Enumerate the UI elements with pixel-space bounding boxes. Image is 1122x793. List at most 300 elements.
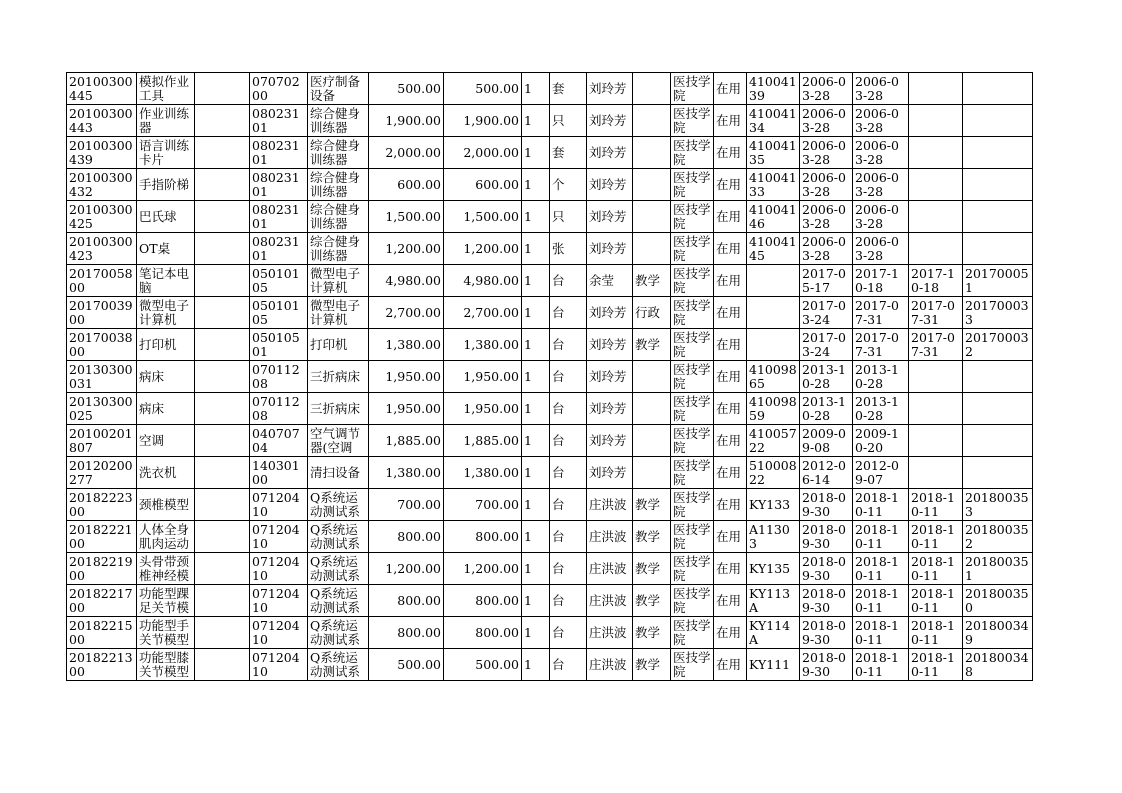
cell-asset-name: 巴氏球 <box>137 201 195 233</box>
cell-quantity: 1 <box>522 585 550 617</box>
cell-custodian: 刘玲芳 <box>587 361 633 393</box>
cell-entry-date: 2018-10-11 <box>853 521 909 553</box>
cell-purchase-date: 2017-03-24 <box>800 297 853 329</box>
cell-entry-date: 2013-10-28 <box>853 393 909 425</box>
cell-spec <box>195 233 250 265</box>
cell-entry-date: 2006-03-28 <box>853 201 909 233</box>
cell-category-code: 08023101 <box>250 137 308 169</box>
cell-asset-name: 打印机 <box>137 329 195 361</box>
cell-asset-code: 20100300443 <box>67 105 137 137</box>
cell-quantity: 1 <box>522 489 550 521</box>
cell-voucher-number: 201700033 <box>963 297 1033 329</box>
cell-department: 医技学院 <box>671 329 714 361</box>
cell-voucher-date <box>909 137 963 169</box>
cell-asset-code: 20100300432 <box>67 169 137 201</box>
cell-category-code: 08023101 <box>250 169 308 201</box>
cell-category-name: 综合健身训练器 <box>308 137 369 169</box>
cell-entry-date: 2018-10-11 <box>853 585 909 617</box>
cell-category-name: Q系统运动测试系 <box>308 585 369 617</box>
table-row <box>67 521 1033 553</box>
cell-purchase-date: 2006-03-28 <box>800 105 853 137</box>
cell-category-name: 空气调节器(空调 <box>308 425 369 457</box>
cell-amount: 1,950.00 <box>444 393 522 425</box>
cell-category-code: 08023101 <box>250 201 308 233</box>
cell-asset-code: 20130300031 <box>67 361 137 393</box>
cell-tag-number: 41009865 <box>747 361 800 393</box>
cell-amount: 1,380.00 <box>444 457 522 489</box>
cell-unit-price: 600.00 <box>369 169 444 201</box>
cell-spec <box>195 137 250 169</box>
cell-unit: 台 <box>550 265 587 297</box>
cell-category-code: 07120410 <box>250 489 308 521</box>
cell-custodian: 刘玲芳 <box>587 329 633 361</box>
cell-category-name: 三折病床 <box>308 361 369 393</box>
cell-voucher-date <box>909 425 963 457</box>
cell-unit-price: 1,885.00 <box>369 425 444 457</box>
cell-purchase-date: 2018-09-30 <box>800 553 853 585</box>
cell-unit-price: 1,200.00 <box>369 233 444 265</box>
cell-asset-name: 病床 <box>137 361 195 393</box>
cell-category-name: 清扫设备 <box>308 457 369 489</box>
cell-custodian: 刘玲芳 <box>587 169 633 201</box>
cell-voucher-number <box>963 201 1033 233</box>
cell-voucher-date <box>909 105 963 137</box>
cell-quantity: 1 <box>522 361 550 393</box>
cell-spec <box>195 553 250 585</box>
cell-purchase-date: 2006-03-28 <box>800 73 853 105</box>
cell-quantity: 1 <box>522 649 550 681</box>
cell-status: 在用 <box>714 393 747 425</box>
table-row <box>67 73 1033 105</box>
cell-purchase-date: 2006-03-28 <box>800 137 853 169</box>
cell-usage: 行政 <box>633 297 671 329</box>
cell-status: 在用 <box>714 169 747 201</box>
cell-voucher-date <box>909 393 963 425</box>
cell-spec <box>195 105 250 137</box>
cell-voucher-date: 2018-10-11 <box>909 617 963 649</box>
cell-category-name: 综合健身训练器 <box>308 105 369 137</box>
cell-usage: 教学 <box>633 489 671 521</box>
table-row <box>67 425 1033 457</box>
cell-usage: 教学 <box>633 521 671 553</box>
cell-category-name: 综合健身训练器 <box>308 233 369 265</box>
cell-quantity: 1 <box>522 521 550 553</box>
cell-voucher-number <box>963 233 1033 265</box>
table-row <box>67 617 1033 649</box>
cell-asset-code: 2017003900 <box>67 297 137 329</box>
cell-entry-date: 2017-10-18 <box>853 265 909 297</box>
cell-purchase-date: 2012-06-14 <box>800 457 853 489</box>
cell-purchase-date: 2013-10-28 <box>800 393 853 425</box>
cell-spec <box>195 393 250 425</box>
cell-tag-number <box>747 297 800 329</box>
cell-voucher-date: 2018-10-11 <box>909 521 963 553</box>
cell-voucher-number: 201800348 <box>963 649 1033 681</box>
cell-asset-code: 2018222100 <box>67 521 137 553</box>
cell-category-name: 微型电子计算机 <box>308 297 369 329</box>
cell-voucher-number: 201800352 <box>963 521 1033 553</box>
cell-asset-code: 2018222300 <box>67 489 137 521</box>
table-row <box>67 201 1033 233</box>
cell-tag-number: KY114A <box>747 617 800 649</box>
cell-unit: 套 <box>550 137 587 169</box>
cell-amount: 500.00 <box>444 649 522 681</box>
cell-entry-date: 2017-07-31 <box>853 329 909 361</box>
cell-asset-name: 手指阶梯 <box>137 169 195 201</box>
cell-asset-code: 20130300025 <box>67 393 137 425</box>
cell-voucher-date <box>909 457 963 489</box>
cell-custodian: 刘玲芳 <box>587 297 633 329</box>
cell-amount: 1,950.00 <box>444 361 522 393</box>
cell-custodian: 刘玲芳 <box>587 425 633 457</box>
cell-spec <box>195 265 250 297</box>
cell-spec <box>195 489 250 521</box>
cell-asset-code: 20100300425 <box>67 201 137 233</box>
cell-custodian: 余莹 <box>587 265 633 297</box>
cell-unit: 台 <box>550 393 587 425</box>
cell-category-code: 05010105 <box>250 297 308 329</box>
cell-department: 医技学院 <box>671 105 714 137</box>
cell-amount: 2,000.00 <box>444 137 522 169</box>
cell-unit: 套 <box>550 73 587 105</box>
cell-asset-name: 洗衣机 <box>137 457 195 489</box>
cell-category-name: 医疗制备设备 <box>308 73 369 105</box>
cell-quantity: 1 <box>522 329 550 361</box>
cell-purchase-date: 2006-03-28 <box>800 201 853 233</box>
cell-department: 医技学院 <box>671 553 714 585</box>
table-row <box>67 265 1033 297</box>
cell-spec <box>195 457 250 489</box>
cell-category-code: 07120410 <box>250 521 308 553</box>
cell-unit-price: 4,980.00 <box>369 265 444 297</box>
cell-asset-name: 微型电子计算机 <box>137 297 195 329</box>
cell-status: 在用 <box>714 553 747 585</box>
cell-asset-name: 作业训练器 <box>137 105 195 137</box>
cell-asset-code: 2017005800 <box>67 265 137 297</box>
cell-unit-price: 1,950.00 <box>369 361 444 393</box>
cell-category-code: 05010105 <box>250 265 308 297</box>
cell-category-name: Q系统运动测试系 <box>308 553 369 585</box>
cell-amount: 800.00 <box>444 617 522 649</box>
cell-category-name: 打印机 <box>308 329 369 361</box>
cell-tag-number: 41004139 <box>747 73 800 105</box>
cell-amount: 600.00 <box>444 169 522 201</box>
table-row <box>67 553 1033 585</box>
cell-status: 在用 <box>714 329 747 361</box>
cell-spec <box>195 649 250 681</box>
cell-usage <box>633 137 671 169</box>
table-row <box>67 585 1033 617</box>
cell-usage <box>633 457 671 489</box>
cell-asset-name: 人体全身肌肉运动 <box>137 521 195 553</box>
cell-quantity: 1 <box>522 617 550 649</box>
cell-voucher-date <box>909 169 963 201</box>
cell-spec <box>195 297 250 329</box>
cell-voucher-number: 201700032 <box>963 329 1033 361</box>
cell-purchase-date: 2018-09-30 <box>800 617 853 649</box>
cell-category-name: Q系统运动测试系 <box>308 617 369 649</box>
cell-amount: 2,700.00 <box>444 297 522 329</box>
table-row <box>67 169 1033 201</box>
cell-custodian: 刘玲芳 <box>587 73 633 105</box>
table-row <box>67 393 1033 425</box>
cell-amount: 1,885.00 <box>444 425 522 457</box>
cell-usage: 教学 <box>633 617 671 649</box>
cell-unit-price: 1,950.00 <box>369 393 444 425</box>
cell-tag-number <box>747 265 800 297</box>
cell-usage <box>633 201 671 233</box>
cell-amount: 1,500.00 <box>444 201 522 233</box>
cell-department: 医技学院 <box>671 425 714 457</box>
cell-custodian: 刘玲芳 <box>587 137 633 169</box>
cell-voucher-date <box>909 361 963 393</box>
cell-asset-name: 病床 <box>137 393 195 425</box>
cell-asset-code: 2017003800 <box>67 329 137 361</box>
cell-category-code: 07120410 <box>250 649 308 681</box>
cell-quantity: 1 <box>522 233 550 265</box>
cell-voucher-number <box>963 137 1033 169</box>
cell-voucher-date <box>909 201 963 233</box>
cell-voucher-number: 201800349 <box>963 617 1033 649</box>
cell-amount: 1,200.00 <box>444 233 522 265</box>
cell-unit-price: 800.00 <box>369 521 444 553</box>
cell-category-code: 14030100 <box>250 457 308 489</box>
cell-purchase-date: 2017-03-24 <box>800 329 853 361</box>
cell-entry-date: 2018-10-11 <box>853 649 909 681</box>
cell-category-name: Q系统运动测试系 <box>308 489 369 521</box>
cell-voucher-date <box>909 73 963 105</box>
cell-tag-number: A11303 <box>747 521 800 553</box>
cell-usage <box>633 73 671 105</box>
cell-department: 医技学院 <box>671 649 714 681</box>
cell-unit: 张 <box>550 233 587 265</box>
cell-asset-code: 20100300445 <box>67 73 137 105</box>
cell-asset-code: 2018221500 <box>67 617 137 649</box>
cell-voucher-date: 2017-07-31 <box>909 329 963 361</box>
cell-tag-number: KY133 <box>747 489 800 521</box>
cell-unit-price: 500.00 <box>369 649 444 681</box>
cell-tag-number: KY113A <box>747 585 800 617</box>
cell-usage: 教学 <box>633 553 671 585</box>
cell-voucher-date: 2018-10-11 <box>909 553 963 585</box>
cell-tag-number: 41004135 <box>747 137 800 169</box>
cell-amount: 4,980.00 <box>444 265 522 297</box>
cell-unit: 台 <box>550 649 587 681</box>
cell-quantity: 1 <box>522 393 550 425</box>
cell-tag-number: 41009859 <box>747 393 800 425</box>
cell-custodian: 刘玲芳 <box>587 201 633 233</box>
table-row <box>67 233 1033 265</box>
cell-custodian: 庄洪波 <box>587 585 633 617</box>
table-row <box>67 105 1033 137</box>
cell-unit-price: 1,200.00 <box>369 553 444 585</box>
cell-tag-number: 41004134 <box>747 105 800 137</box>
cell-department: 医技学院 <box>671 457 714 489</box>
cell-voucher-number <box>963 425 1033 457</box>
cell-entry-date: 2012-09-07 <box>853 457 909 489</box>
cell-entry-date: 2006-03-28 <box>853 233 909 265</box>
table-row <box>67 137 1033 169</box>
cell-department: 医技学院 <box>671 521 714 553</box>
cell-amount: 1,200.00 <box>444 553 522 585</box>
cell-usage: 教学 <box>633 329 671 361</box>
cell-status: 在用 <box>714 233 747 265</box>
cell-spec <box>195 521 250 553</box>
cell-asset-name: 笔记本电脑 <box>137 265 195 297</box>
cell-asset-name: 头骨带颈椎神经模 <box>137 553 195 585</box>
cell-usage <box>633 105 671 137</box>
table-row <box>67 649 1033 681</box>
cell-department: 医技学院 <box>671 169 714 201</box>
cell-asset-name: 颈椎模型 <box>137 489 195 521</box>
cell-purchase-date: 2006-03-28 <box>800 233 853 265</box>
cell-voucher-number <box>963 361 1033 393</box>
cell-status: 在用 <box>714 361 747 393</box>
cell-asset-name: 功能型手关节模型 <box>137 617 195 649</box>
cell-status: 在用 <box>714 265 747 297</box>
cell-custodian: 庄洪波 <box>587 521 633 553</box>
cell-department: 医技学院 <box>671 585 714 617</box>
cell-custodian: 刘玲芳 <box>587 457 633 489</box>
cell-category-code: 05010501 <box>250 329 308 361</box>
cell-tag-number: 41004133 <box>747 169 800 201</box>
cell-tag-number: 41004146 <box>747 201 800 233</box>
cell-spec <box>195 425 250 457</box>
cell-amount: 500.00 <box>444 73 522 105</box>
cell-unit: 台 <box>550 617 587 649</box>
cell-tag-number: 41005722 <box>747 425 800 457</box>
cell-status: 在用 <box>714 105 747 137</box>
table-row <box>67 361 1033 393</box>
cell-spec <box>195 585 250 617</box>
cell-entry-date: 2018-10-11 <box>853 617 909 649</box>
cell-unit: 台 <box>550 489 587 521</box>
cell-quantity: 1 <box>522 169 550 201</box>
cell-asset-name: 语言训练卡片 <box>137 137 195 169</box>
cell-department: 医技学院 <box>671 201 714 233</box>
cell-asset-name: 空调 <box>137 425 195 457</box>
cell-voucher-number: 201700051 <box>963 265 1033 297</box>
cell-quantity: 1 <box>522 457 550 489</box>
cell-entry-date: 2013-10-28 <box>853 361 909 393</box>
cell-asset-name: OT桌 <box>137 233 195 265</box>
cell-entry-date: 2009-10-20 <box>853 425 909 457</box>
cell-voucher-number <box>963 73 1033 105</box>
cell-quantity: 1 <box>522 137 550 169</box>
cell-voucher-date: 2018-10-11 <box>909 649 963 681</box>
cell-unit-price: 1,380.00 <box>369 329 444 361</box>
cell-spec <box>195 361 250 393</box>
cell-voucher-date: 2017-10-18 <box>909 265 963 297</box>
cell-voucher-number <box>963 169 1033 201</box>
cell-quantity: 1 <box>522 297 550 329</box>
cell-unit: 台 <box>550 329 587 361</box>
cell-asset-code: 20120200277 <box>67 457 137 489</box>
cell-unit: 台 <box>550 521 587 553</box>
cell-amount: 1,900.00 <box>444 105 522 137</box>
cell-spec <box>195 73 250 105</box>
cell-department: 医技学院 <box>671 233 714 265</box>
table-row <box>67 329 1033 361</box>
cell-quantity: 1 <box>522 425 550 457</box>
cell-category-name: 微型电子计算机 <box>308 265 369 297</box>
cell-spec <box>195 201 250 233</box>
cell-asset-name: 功能型踝足关节模 <box>137 585 195 617</box>
cell-status: 在用 <box>714 585 747 617</box>
cell-voucher-number: 201800350 <box>963 585 1033 617</box>
cell-category-code: 07011208 <box>250 361 308 393</box>
cell-purchase-date: 2013-10-28 <box>800 361 853 393</box>
cell-asset-code: 20100201807 <box>67 425 137 457</box>
cell-entry-date: 2006-03-28 <box>853 137 909 169</box>
cell-department: 医技学院 <box>671 297 714 329</box>
cell-unit-price: 2,000.00 <box>369 137 444 169</box>
cell-purchase-date: 2018-09-30 <box>800 489 853 521</box>
cell-amount: 800.00 <box>444 585 522 617</box>
cell-status: 在用 <box>714 425 747 457</box>
cell-entry-date: 2018-10-11 <box>853 553 909 585</box>
cell-category-name: 综合健身训练器 <box>308 201 369 233</box>
asset-table <box>66 72 1033 681</box>
cell-custodian: 庄洪波 <box>587 649 633 681</box>
cell-entry-date: 2018-10-11 <box>853 489 909 521</box>
cell-amount: 800.00 <box>444 521 522 553</box>
cell-quantity: 1 <box>522 201 550 233</box>
cell-custodian: 庄洪波 <box>587 553 633 585</box>
cell-department: 医技学院 <box>671 265 714 297</box>
table-row <box>67 297 1033 329</box>
cell-unit-price: 500.00 <box>369 73 444 105</box>
cell-purchase-date: 2018-09-30 <box>800 521 853 553</box>
cell-purchase-date: 2017-05-17 <box>800 265 853 297</box>
cell-asset-name: 功能型膝关节模型 <box>137 649 195 681</box>
cell-status: 在用 <box>714 649 747 681</box>
cell-unit-price: 800.00 <box>369 585 444 617</box>
cell-category-code: 07120410 <box>250 585 308 617</box>
cell-category-name: Q系统运动测试系 <box>308 649 369 681</box>
cell-category-code: 07011208 <box>250 393 308 425</box>
cell-category-code: 08023101 <box>250 105 308 137</box>
cell-department: 医技学院 <box>671 489 714 521</box>
cell-entry-date: 2006-03-28 <box>853 169 909 201</box>
cell-unit: 台 <box>550 553 587 585</box>
cell-usage: 教学 <box>633 649 671 681</box>
cell-purchase-date: 2018-09-30 <box>800 649 853 681</box>
cell-department: 医技学院 <box>671 137 714 169</box>
cell-quantity: 1 <box>522 265 550 297</box>
cell-usage: 教学 <box>633 585 671 617</box>
cell-custodian: 庄洪波 <box>587 617 633 649</box>
cell-category-name: Q系统运动测试系 <box>308 521 369 553</box>
cell-purchase-date: 2018-09-30 <box>800 585 853 617</box>
cell-asset-name: 模拟作业工具 <box>137 73 195 105</box>
cell-voucher-number <box>963 457 1033 489</box>
cell-voucher-date: 2018-10-11 <box>909 489 963 521</box>
cell-status: 在用 <box>714 297 747 329</box>
cell-unit-price: 1,900.00 <box>369 105 444 137</box>
cell-usage: 教学 <box>633 265 671 297</box>
cell-voucher-date <box>909 233 963 265</box>
cell-voucher-number <box>963 393 1033 425</box>
cell-asset-code: 2018221900 <box>67 553 137 585</box>
cell-category-code: 07120410 <box>250 553 308 585</box>
cell-usage <box>633 233 671 265</box>
cell-category-code: 08023101 <box>250 233 308 265</box>
cell-usage <box>633 361 671 393</box>
cell-entry-date: 2006-03-28 <box>853 105 909 137</box>
cell-status: 在用 <box>714 521 747 553</box>
cell-tag-number: KY111 <box>747 649 800 681</box>
